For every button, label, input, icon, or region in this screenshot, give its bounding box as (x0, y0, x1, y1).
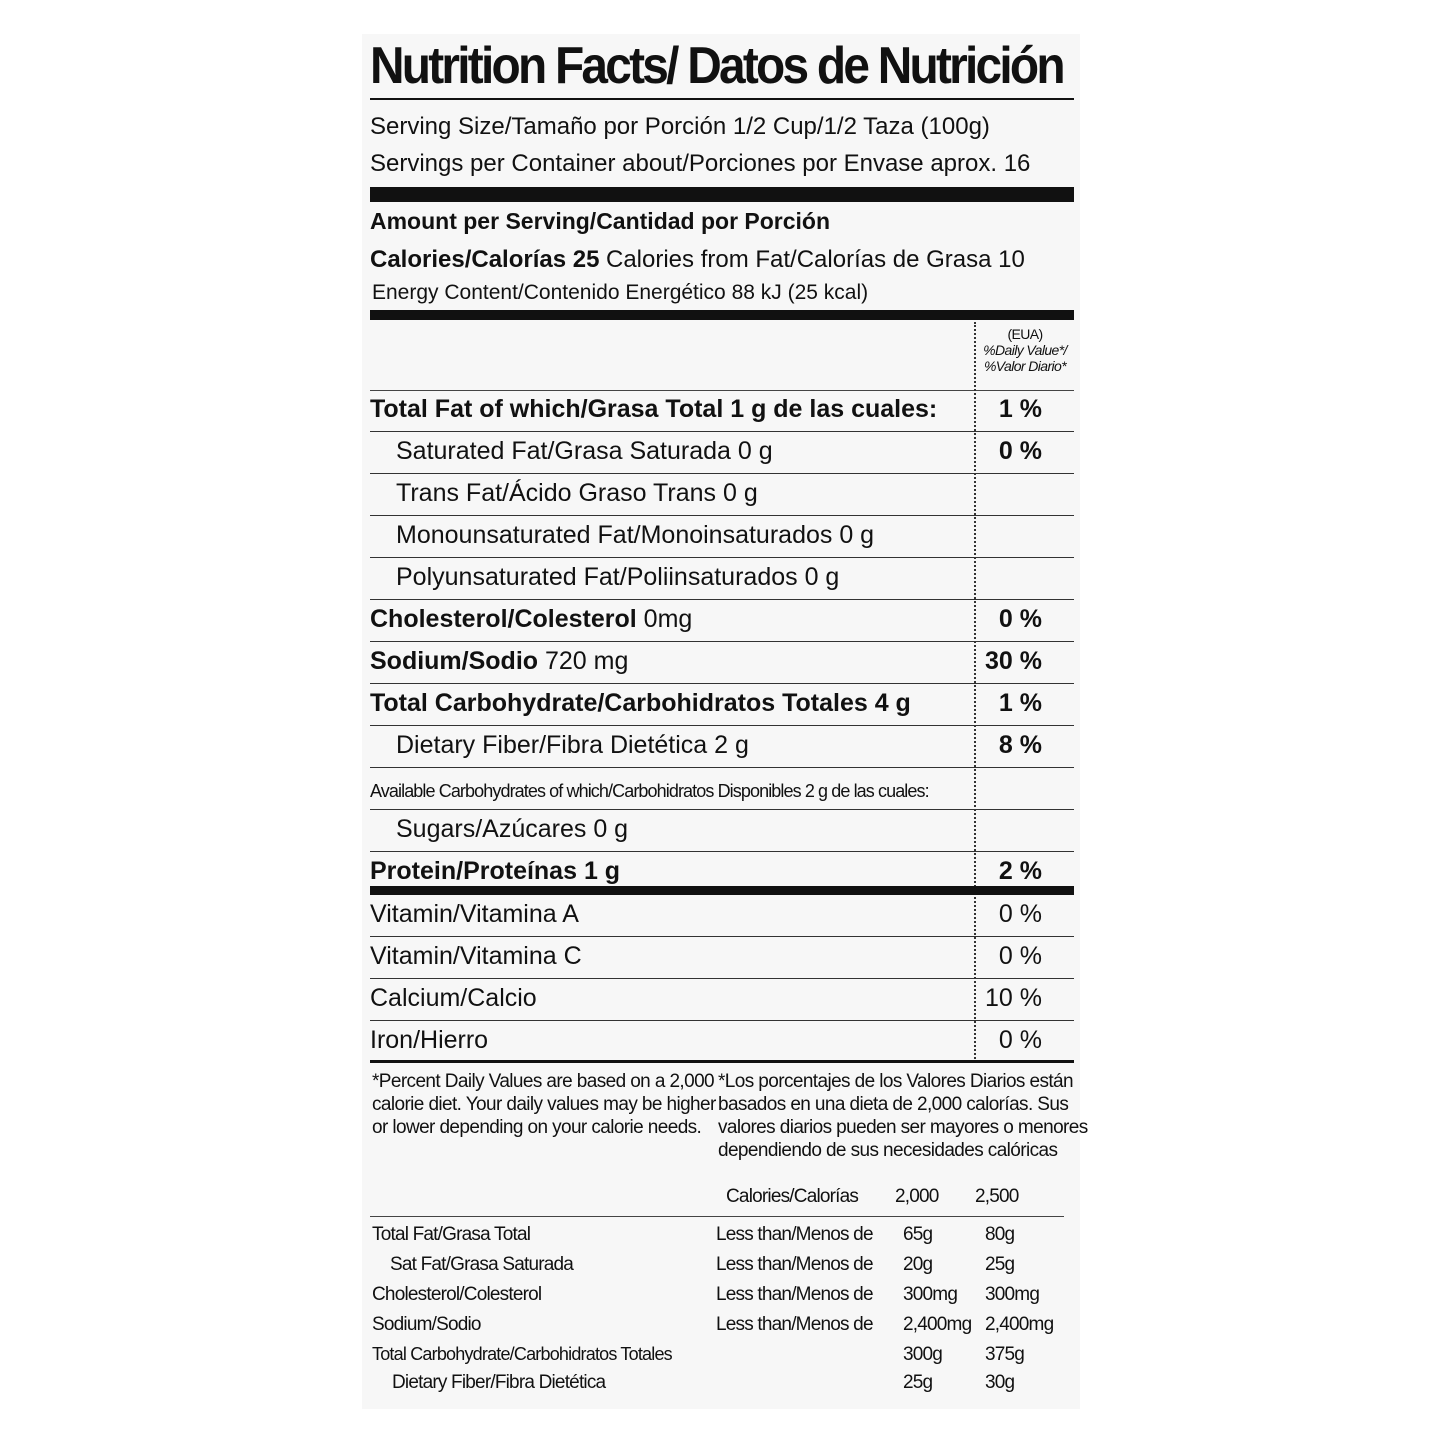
nutrient-row-monounsaturated-fat (370, 516, 1074, 558)
nutrient-label: Total Fat of which/Grasa Total 1 g de las cuales: (370, 395, 938, 423)
table-header-2000: 2,000 (895, 1186, 939, 1207)
table-row-limit: Less than/Menos de (716, 1254, 873, 1275)
footnote-rule (370, 1060, 1074, 1063)
footnote-english: *Percent Daily Values are based on a 2,000 calorie diet. Your daily values may be higher or lower depending on your calorie needs. (372, 1071, 716, 1138)
calories-label: Calories/Calorías 25 (370, 246, 600, 273)
table-rule (370, 1216, 1064, 1217)
table-row-value-2500: 25g (985, 1254, 1015, 1275)
thick-rule-3 (370, 886, 1074, 895)
thick-rule-1 (370, 187, 1074, 202)
thick-rule-2 (370, 310, 1074, 320)
nutrient-row-trans-fat (370, 474, 1074, 516)
table-row-name: Sat Fat/Grasa Saturada (390, 1254, 574, 1275)
label-title: Nutrition Facts/ Datos de Nutrición (370, 37, 1063, 95)
table-row-name: Total Carbohydrate/Carbohidratos Totales (372, 1344, 672, 1364)
table-row-value-2500: 2,400mg (985, 1314, 1054, 1335)
nutrient-row-cholesterol (370, 600, 1074, 642)
vitamin-row-calcium (370, 979, 1074, 1021)
nutrient-label: Cholesterol/Colesterol 0mg (370, 605, 693, 633)
nutrient-percent: 0 % (998, 605, 1042, 633)
table-header-label: Calories/Calorías (726, 1186, 859, 1207)
title-rule (370, 98, 1074, 100)
vitamin-percent: 0 % (998, 900, 1042, 928)
table-row-name: Total Fat/Grasa Total (372, 1224, 531, 1245)
vitamin-row-c (370, 937, 1074, 979)
table-row-limit: Less than/Menos de (716, 1314, 873, 1335)
table-row-value-2000: 65g (903, 1224, 933, 1245)
table-row-value-2500: 30g (985, 1372, 1015, 1393)
dv-header-line1: (EUA) (1007, 326, 1043, 342)
nutrient-label: Polyunsaturated Fat/Poliinsaturados 0 g (396, 563, 840, 591)
nutrient-percent: 2 % (998, 857, 1042, 885)
table-row-value-2000: 2,400mg (903, 1314, 972, 1335)
nutrient-percent: 0 % (998, 437, 1042, 465)
nutrient-label: Trans Fat/Ácido Graso Trans 0 g (396, 479, 758, 507)
nutrient-label: Sugars/Azúcares 0 g (396, 815, 629, 843)
amount-per-serving: Amount per Serving/Cantidad por Porción (370, 208, 831, 234)
table-row-value-2000: 20g (903, 1254, 933, 1275)
vitamin-percent: 0 % (998, 942, 1042, 970)
nutrient-row-polyunsaturated-fat (370, 558, 1074, 600)
table-row-value-2000: 25g (903, 1372, 933, 1393)
nutrient-label: Total Carbohydrate/Carbohidratos Totales 4 g (370, 689, 911, 717)
table-row-limit: Less than/Menos de (716, 1284, 873, 1305)
servings-per-container: Servings per Container about/Porciones por Envase aprox. 16 (370, 150, 1031, 177)
nutrient-label: Sodium/Sodio 720 mg (370, 647, 629, 675)
table-row-value-2500: 300mg (985, 1284, 1040, 1305)
nutrient-percent: 30 % (985, 647, 1042, 675)
nutrient-percent: 1 % (998, 689, 1042, 717)
calories-from-fat: Calories from Fat/Calorías de Grasa 10 (606, 246, 1025, 273)
vitamin-percent: 0 % (998, 1026, 1042, 1054)
footnote-spanish: *Los porcentajes de los Valores Diarios están basados en una dieta de 2,000 calorías. Sus valores diarios pueden ser mayores o menores dependiendo de sus necesidades calóricas (718, 1071, 1088, 1161)
table-row-name: Cholesterol/Colesterol (372, 1284, 542, 1305)
vitamin-row-a (370, 895, 1074, 937)
table-header-2500: 2,500 (975, 1186, 1019, 1207)
nutrient-label: Monounsaturated Fat/Monoinsaturados 0 g (396, 521, 875, 549)
nutrient-label: Available Carbohydrates of which/Carbohidratos Disponibles 2 g de las cuales: (370, 781, 929, 801)
table-row-value-2500: 80g (985, 1224, 1015, 1245)
vitamin-percent: 10 % (985, 984, 1042, 1012)
energy-content: Energy Content/Contenido Energético 88 kJ (25 kcal) (372, 281, 869, 304)
nutrient-label: Protein/Proteínas 1 g (370, 857, 621, 885)
table-row-limit: Less than/Menos de (716, 1224, 873, 1245)
vitamin-label: Calcium/Calcio (370, 984, 537, 1012)
dv-header-line3: %Valor Diario* (983, 358, 1067, 374)
nutrient-row-dietary-fiber (370, 726, 1074, 768)
vitamin-row-iron (370, 1021, 1074, 1063)
dv-header-line2: %Daily Value*/ (983, 342, 1067, 358)
nutrient-row-sodium (370, 642, 1074, 684)
nutrient-row-available-carbohydrates (370, 768, 1074, 810)
vitamin-label: Vitamin/Vitamina C (370, 942, 582, 970)
table-row-value-2000: 300mg (903, 1284, 958, 1305)
nutrient-percent: 8 % (998, 731, 1042, 759)
nutrient-row-sugars (370, 810, 1074, 852)
nutrient-label: Dietary Fiber/Fibra Dietética 2 g (396, 731, 749, 759)
table-row-value-2500: 375g (985, 1344, 1025, 1365)
nutrient-row-total-fat (370, 390, 1074, 432)
nutrient-row-saturated-fat (370, 432, 1074, 474)
table-row-name: Dietary Fiber/Fibra Dietética (392, 1372, 606, 1393)
vitamin-label: Iron/Hierro (370, 1026, 489, 1054)
table-row-name: Sodium/Sodio (372, 1314, 481, 1335)
daily-value-header (980, 326, 1070, 374)
nutrient-row-total-carbohydrate (370, 684, 1074, 726)
nutrient-percent: 1 % (998, 395, 1042, 423)
serving-size: Serving Size/Tamaño por Porción 1/2 Cup/1/2 Taza (100g) (370, 113, 990, 140)
nutrient-label: Saturated Fat/Grasa Saturada 0 g (396, 437, 773, 465)
vitamin-label: Vitamin/Vitamina A (370, 900, 579, 928)
table-row-value-2000: 300g (903, 1344, 943, 1365)
